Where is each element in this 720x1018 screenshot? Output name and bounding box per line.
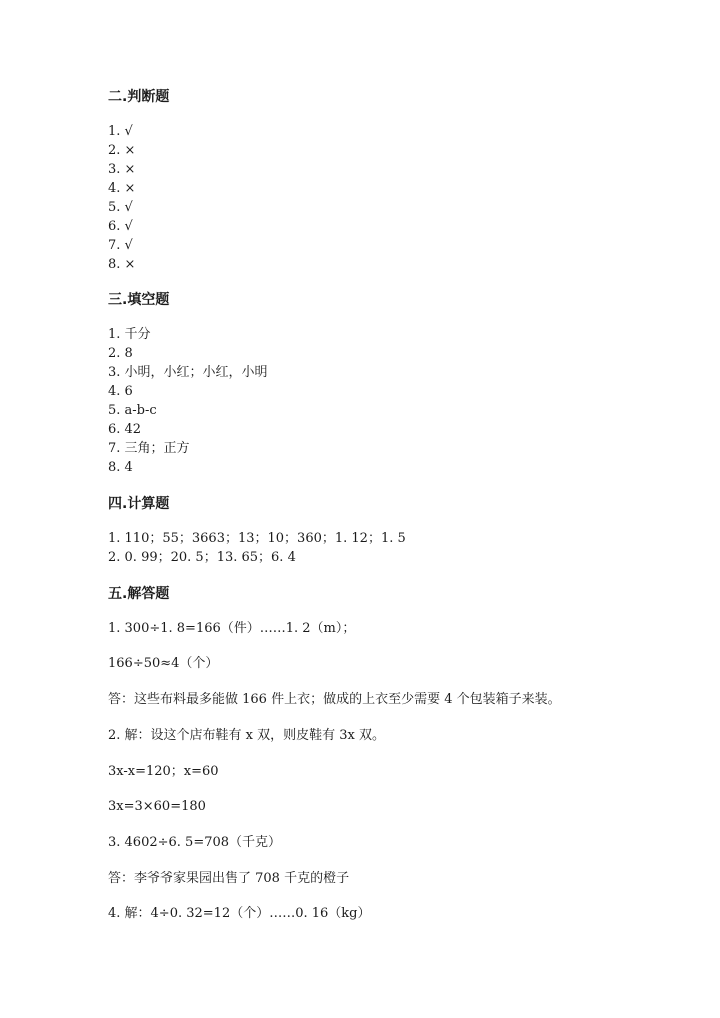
judgment-answer-5: 5. √	[108, 200, 133, 215]
fill-answer-7: 7. 三角；正方	[108, 441, 190, 456]
solve-line-3: 答：这些布料最多能做 166 件上衣；做成的上衣至少需要 4 个包装箱子来装。	[108, 692, 561, 707]
solve-line-8: 答：李爷爷家果园出售了 708 千克的橙子	[108, 871, 350, 886]
section-title-fill: 三.填空题	[108, 292, 170, 308]
fill-answer-2: 2. 8	[108, 346, 133, 361]
judgment-answer-6: 6. √	[108, 219, 133, 234]
judgment-answer-8: 8. ×	[108, 257, 136, 272]
solve-line-7: 3. 4602÷6. 5=708（千克）	[108, 835, 282, 850]
solve-line-5: 3x-x=120；x=60	[108, 764, 219, 779]
judgment-answer-7: 7. √	[108, 238, 133, 253]
solve-line-9: 4. 解：4÷0. 32=12（个）……0. 16（kg）	[108, 906, 371, 921]
section-title-solve: 五.解答题	[108, 586, 170, 602]
fill-answer-8: 8. 4	[108, 460, 133, 475]
fill-answer-5: 5. a-b-c	[108, 403, 157, 418]
solve-line-4: 2. 解：设这个店布鞋有 x 双，则皮鞋有 3x 双。	[108, 728, 385, 743]
solve-line-1: 1. 300÷1. 8=166（件）……1. 2（m）；	[108, 621, 356, 636]
solve-line-2: 166÷50≈4（个）	[108, 656, 219, 671]
judgment-answer-2: 2. ×	[108, 143, 136, 158]
section-title-calc: 四.计算题	[108, 496, 170, 512]
solve-line-6: 3x=3×60=180	[108, 799, 206, 814]
fill-answer-1: 1. 千分	[108, 327, 151, 342]
judgment-answer-4: 4. ×	[108, 181, 136, 196]
section-title-judgment: 二.判断题	[108, 89, 170, 105]
fill-answer-3: 3. 小明，小红；小红，小明	[108, 365, 268, 380]
calc-answer-2: 2. 0. 99；20. 5；13. 65；6. 4	[108, 550, 296, 565]
judgment-answer-1: 1. √	[108, 124, 133, 139]
calc-answer-1: 1. 110；55；3663；13；10；360；1. 12；1. 5	[108, 531, 406, 546]
fill-answer-6: 6. 42	[108, 422, 142, 437]
fill-answer-4: 4. 6	[108, 384, 133, 399]
judgment-answer-3: 3. ×	[108, 162, 136, 177]
